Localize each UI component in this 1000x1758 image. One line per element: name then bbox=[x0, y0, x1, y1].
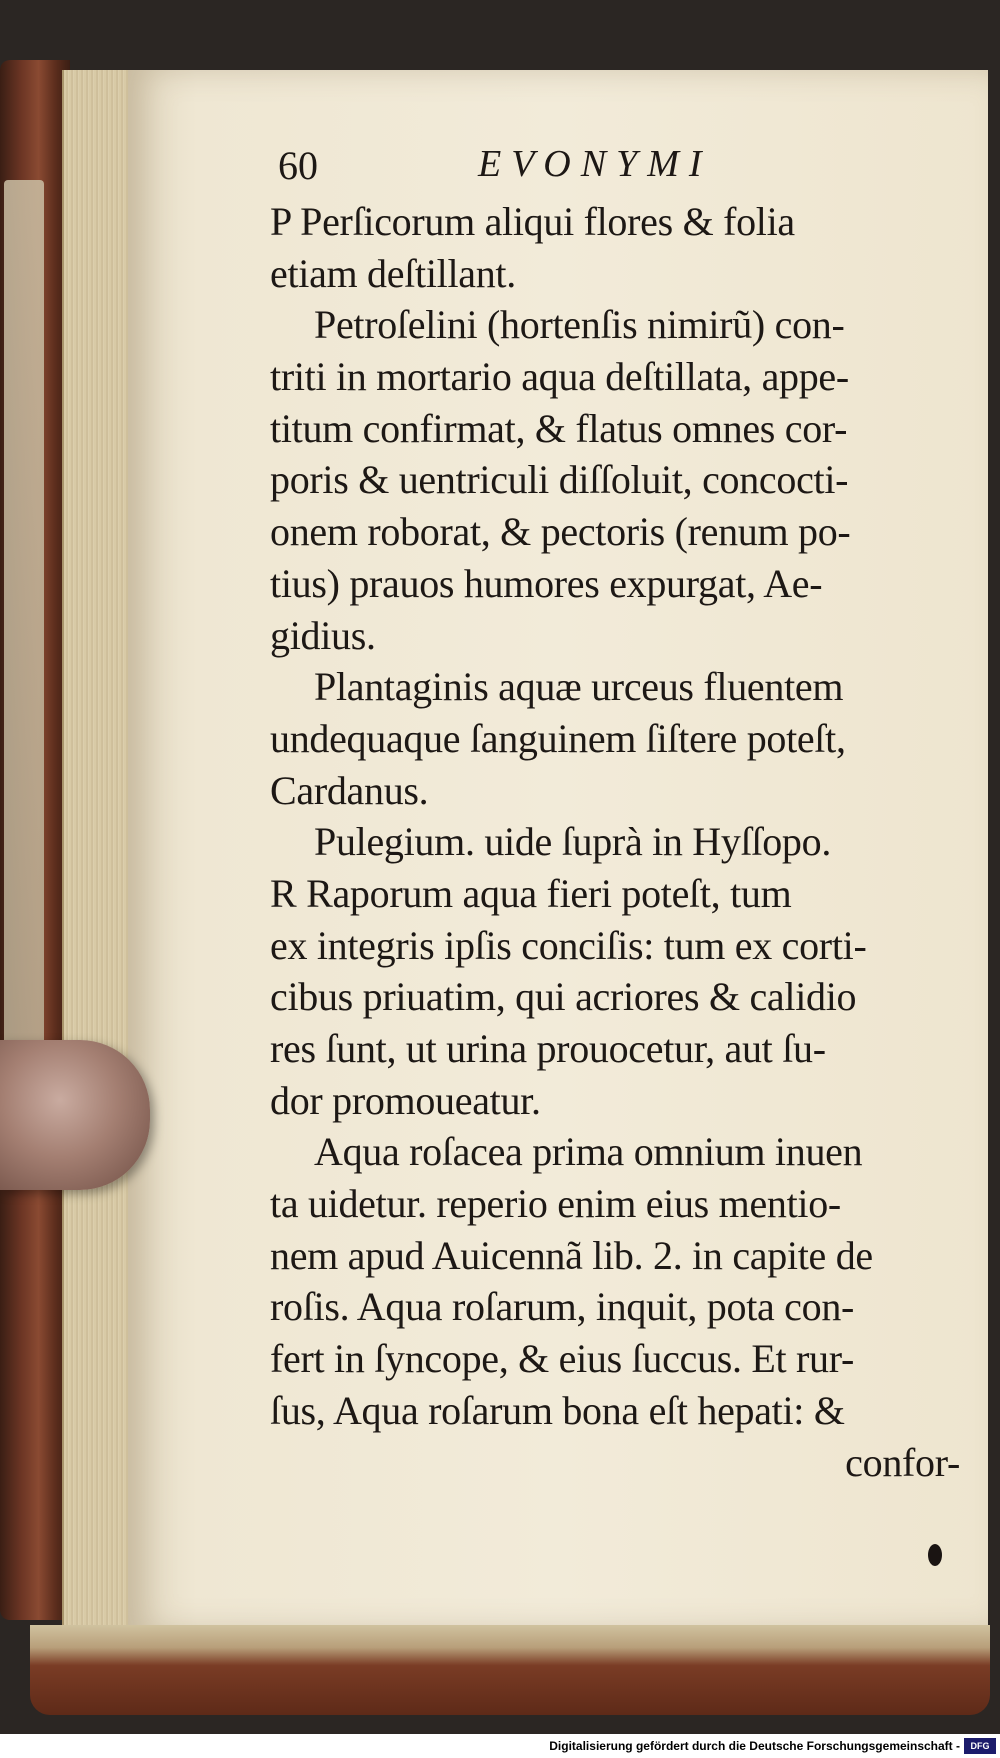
digitization-footer bbox=[0, 1734, 1000, 1758]
text-line: roſis. Aqua roſarum, inquit, pota con- bbox=[270, 1284, 855, 1330]
text-line: dor promoueatur. bbox=[270, 1077, 541, 1123]
text-line: etiam deſtillant. bbox=[270, 250, 516, 296]
dfg-logo: DFG bbox=[964, 1738, 996, 1754]
text-line: ſus, Aqua roſarum bona eſt hepati: & bbox=[270, 1387, 845, 1433]
spine-label bbox=[4, 180, 44, 1180]
text-line: Aqua roſacea prima omnium inuen bbox=[314, 1129, 863, 1175]
text-line: cibus priuatim, qui acriores & calidio bbox=[270, 974, 857, 1020]
text-line: undequaque ſanguinem ſiſtere poteſt, bbox=[270, 715, 846, 761]
text-line: onem roborat, & pectoris (renum po- bbox=[270, 509, 851, 555]
page-edges bbox=[62, 70, 134, 1650]
book-cover-bottom bbox=[30, 1625, 990, 1715]
text-line: poris & uentriculi diſſoluit, concocti- bbox=[270, 457, 849, 503]
text-line: res ſunt, ut urina prouocetur, aut ſu- bbox=[270, 1026, 826, 1071]
text-line: R Raporum aqua fieri poteſt, tum bbox=[270, 870, 792, 916]
page-number: 60 bbox=[278, 143, 318, 188]
text-line: P Perſicorum aliqui flores & folia bbox=[270, 199, 795, 244]
text-line: nem apud Auicennã lib. 2. in capite de bbox=[270, 1232, 873, 1278]
text-line: titum confirmat, & flatus omnes cor- bbox=[270, 405, 848, 451]
text-line: fert in ſyncope, & eius ſuccus. Et rur- bbox=[270, 1336, 854, 1382]
holding-thumb bbox=[0, 1040, 150, 1190]
book-binding bbox=[0, 60, 70, 1620]
text-line: Cardanus. bbox=[270, 767, 429, 813]
text-line: ta uidetur. reperio enim eius mentio- bbox=[270, 1181, 841, 1227]
footer-credit: Digitalisierung gefördert durch die Deutsche Forschungsgemeinschaft - bbox=[549, 1739, 960, 1753]
text-line: ex integris ipſis conciſis: tum ex corti- bbox=[270, 922, 867, 968]
catchword: confor- bbox=[845, 1439, 960, 1485]
text-line: Pulegium. uide ſuprà in Hyſſopo. bbox=[314, 819, 832, 865]
running-head: EVONYMI bbox=[478, 143, 712, 185]
text-line: tius) prauos humores expurgat, Ae- bbox=[270, 560, 823, 606]
text-line: gidius. bbox=[270, 612, 376, 658]
text-block bbox=[270, 196, 960, 1488]
ink-dot bbox=[928, 1544, 942, 1566]
text-line: Plantaginis aquæ urceus fluentem bbox=[314, 664, 844, 710]
page-header bbox=[278, 142, 778, 192]
text-line: Petroſelini (hortenſis nimirũ) con- bbox=[314, 302, 845, 348]
text-line: triti in mortario aqua deſtillata, appe- bbox=[270, 354, 849, 400]
